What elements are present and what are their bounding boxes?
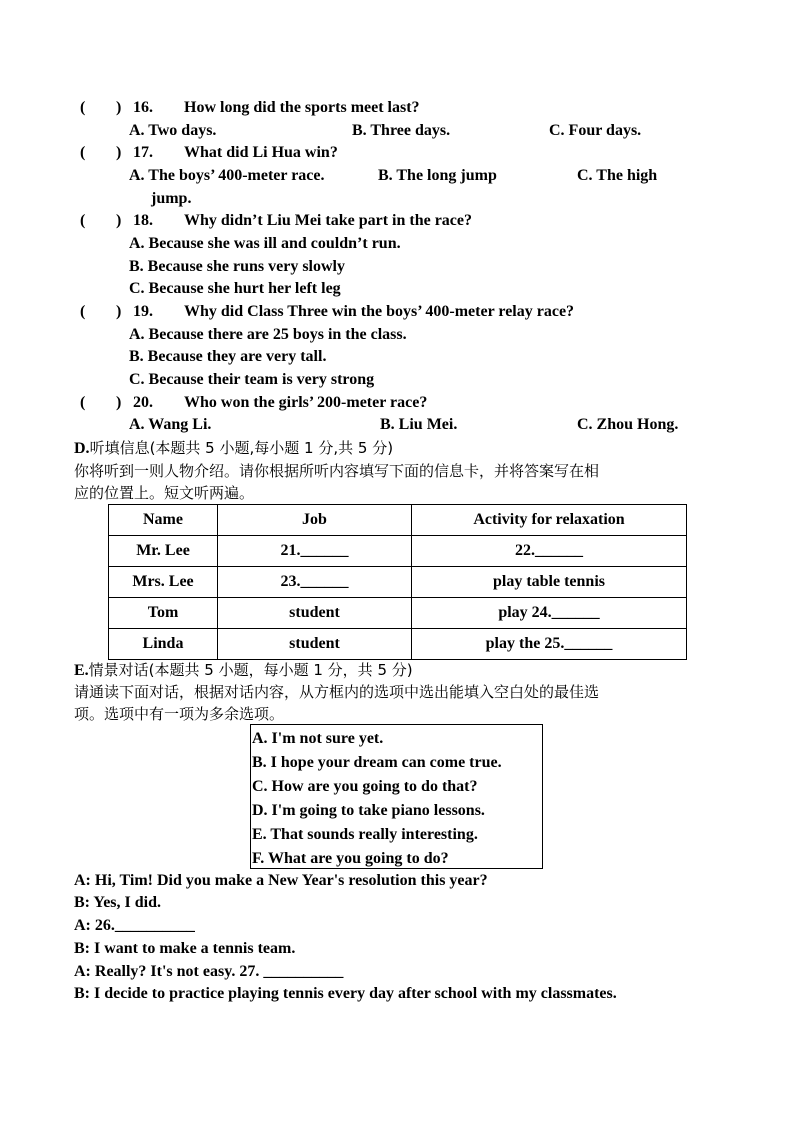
option-b: B. Three days. xyxy=(352,122,451,139)
answer-paren-close: ) xyxy=(116,99,122,116)
table-row xyxy=(109,629,687,660)
answer-paren-close: ) xyxy=(116,394,122,411)
section-d-instruction-line1: 你将听到一则人物介绍。请你根据所听内容填写下面的信息卡，并将答案写在相 xyxy=(74,462,600,480)
dialogue-line: A: 26.__________ xyxy=(74,917,195,934)
cell-activity: play 24.______ xyxy=(412,598,687,629)
table-row xyxy=(109,567,687,598)
option-b: B. Because she runs very slowly xyxy=(129,258,345,275)
header-job: Job xyxy=(218,505,412,536)
option-c: C. Because their team is very strong xyxy=(129,371,375,388)
section-d-instruction-line2: 应的位置上。短文听两遍。 xyxy=(74,484,255,502)
answer-paren-close: ) xyxy=(116,303,122,320)
cell-job: student xyxy=(218,598,412,629)
option-b: B. Because they are very tall. xyxy=(129,348,327,365)
answer-paren-open: ( xyxy=(80,212,86,229)
option-a: A. The boys’ 400-meter race. xyxy=(129,167,325,184)
cell-job: 23.______ xyxy=(218,567,412,598)
question-number: 17. xyxy=(133,144,153,161)
section-e-instruction-line2: 项。选项中有一项为多余选项。 xyxy=(74,705,285,723)
cell-name: Linda xyxy=(109,629,218,660)
option-item: F. What are you going to do? xyxy=(252,850,449,867)
header-name: Name xyxy=(109,505,218,536)
section-e-title-text: 情景对话(本题共 5 小题，每小题 1 分，共 5 分) xyxy=(88,661,413,679)
cell-activity: play the 25.______ xyxy=(412,629,687,660)
question-number: 18. xyxy=(133,212,153,229)
dialogue-line: B: Yes, I did. xyxy=(74,894,161,911)
answer-paren-close: ) xyxy=(116,212,122,229)
info-card-table xyxy=(108,504,687,660)
answer-paren-open: ( xyxy=(80,303,86,320)
question-text: Who won the girls’ 200-meter race? xyxy=(184,394,428,411)
question-number: 19. xyxy=(133,303,153,320)
option-c: C. Four days. xyxy=(549,122,642,139)
option-item: B. I hope your dream can come true. xyxy=(252,754,502,771)
header-activity: Activity for relaxation xyxy=(412,505,687,536)
option-c-continuation: jump. xyxy=(151,190,192,207)
question-text: How long did the sports meet last? xyxy=(184,99,420,116)
question-text: Why didn’t Liu Mei take part in the race? xyxy=(184,212,472,229)
dialogue-line: A: Really? It's not easy. 27. __________ xyxy=(74,963,344,980)
section-d-letter: D. xyxy=(74,440,90,457)
option-c: C. The high xyxy=(577,167,658,184)
question-number: 20. xyxy=(133,394,153,411)
option-a: A. Because there are 25 boys in the class. xyxy=(129,326,407,343)
cell-activity: 22.______ xyxy=(412,536,687,567)
question-text: Why did Class Three win the boys’ 400-meter relay race? xyxy=(184,303,575,320)
section-e-title xyxy=(74,660,413,681)
table-row xyxy=(109,536,687,567)
section-e-letter: E. xyxy=(74,662,89,679)
cell-activity: play table tennis xyxy=(412,567,687,598)
cell-name: Mr. Lee xyxy=(109,536,218,567)
option-item: D. I'm going to take piano lessons. xyxy=(252,802,485,819)
option-a: A. Wang Li. xyxy=(129,416,212,433)
answer-paren-open: ( xyxy=(80,99,86,116)
answer-paren-open: ( xyxy=(80,144,86,161)
dialogue-line: B: I decide to practice playing tennis every day after school with my classmates. xyxy=(74,985,617,1002)
table-row xyxy=(109,598,687,629)
option-b: B. Liu Mei. xyxy=(380,416,458,433)
table-header-row xyxy=(109,505,687,536)
option-item: C. How are you going to do that? xyxy=(252,778,478,795)
option-item: E. That sounds really interesting. xyxy=(252,826,478,843)
section-d-title-text: 听填信息(本题共 5 小题,每小题 1 分,共 5 分) xyxy=(89,439,394,457)
cell-job: 21.______ xyxy=(218,536,412,567)
cell-name: Mrs. Lee xyxy=(109,567,218,598)
cell-name: Tom xyxy=(109,598,218,629)
option-b: B. The long jump xyxy=(378,167,497,184)
options-box xyxy=(250,724,543,869)
option-item: A. I'm not sure yet. xyxy=(252,730,384,747)
option-a: A. Because she was ill and couldn’t run. xyxy=(129,235,401,252)
section-d-title xyxy=(74,438,393,459)
question-number: 16. xyxy=(133,99,153,116)
option-c: C. Because she hurt her left leg xyxy=(129,280,341,297)
section-e-instruction-line1: 请通读下面对话，根据对话内容，从方框内的选项中选出能填入空白处的最佳选 xyxy=(74,683,600,701)
dialogue-line: A: Hi, Tim! Did you make a New Year's resolution this year? xyxy=(74,872,488,889)
answer-paren-open: ( xyxy=(80,394,86,411)
option-a: A. Two days. xyxy=(129,122,217,139)
dialogue-line: B: I want to make a tennis team. xyxy=(74,940,296,957)
question-text: What did Li Hua win? xyxy=(184,144,338,161)
answer-paren-close: ) xyxy=(116,144,122,161)
cell-job: student xyxy=(218,629,412,660)
option-c: C. Zhou Hong. xyxy=(577,416,679,433)
